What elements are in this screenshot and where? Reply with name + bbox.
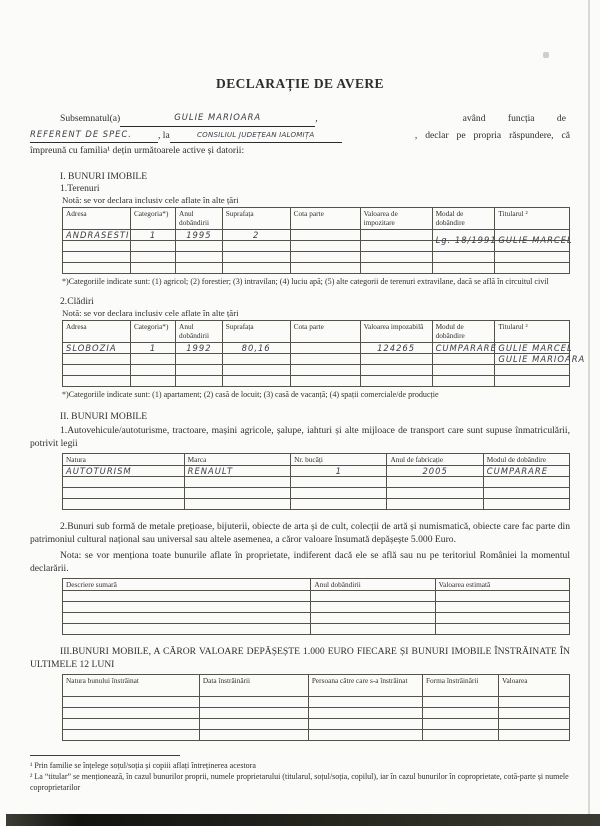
table-cell xyxy=(63,376,131,387)
column-header: Marca xyxy=(184,454,290,466)
handwritten-entry: 2 xyxy=(252,229,260,240)
column-header: Titularul ² xyxy=(495,321,570,343)
handwritten-entry: 1 xyxy=(149,343,157,353)
column-header: Anul dobândirii xyxy=(176,321,223,343)
table-cell xyxy=(432,365,495,376)
cladiri-note: Notă: se vor declara inclusiv cele aflate în alte țări xyxy=(62,308,239,318)
table-cell xyxy=(498,730,569,741)
handwritten-entry: 1 xyxy=(335,466,342,476)
cladiri-footnote: *)Categoriile indicate sunt: (1) apartament; (2) casă de locuit; (3) casă de vacanță; (4) spații comerciale/de producție xyxy=(62,390,439,399)
handwritten-entry: 1 xyxy=(149,229,157,240)
table-cell xyxy=(176,354,223,365)
table-cell xyxy=(360,262,432,273)
table-cell xyxy=(63,466,185,477)
column-header: Adresa xyxy=(63,321,131,343)
table-cell xyxy=(63,477,185,488)
table-cell xyxy=(432,343,495,354)
table-cell xyxy=(290,262,360,273)
function-handwriting: REFERENT DE SPEC. xyxy=(30,128,132,139)
table-cell xyxy=(422,708,498,719)
table-cell xyxy=(360,376,432,387)
terenuri-table xyxy=(62,207,573,274)
table-row xyxy=(63,229,570,240)
table-cell xyxy=(130,365,175,376)
header-row xyxy=(63,207,570,229)
table-cell xyxy=(360,365,432,376)
table-row xyxy=(63,697,570,708)
scan-edge-line xyxy=(588,0,590,826)
instrainate-table xyxy=(62,674,570,741)
table-cell xyxy=(63,343,131,354)
table-row xyxy=(63,602,570,613)
handwritten-entry: 1992 xyxy=(186,343,212,353)
table-cell xyxy=(308,697,422,708)
table-row xyxy=(63,343,570,354)
table-cell xyxy=(222,229,290,240)
table-cell xyxy=(63,488,185,499)
table-cell xyxy=(290,229,360,240)
intro-subsemnatul: Subsemnatul(a) xyxy=(60,113,121,124)
table-cell xyxy=(432,376,495,387)
table-cell xyxy=(63,730,200,741)
table-cell xyxy=(308,708,422,719)
table-cell xyxy=(483,488,569,499)
table-row xyxy=(63,624,570,635)
intro-la: , la xyxy=(158,129,170,141)
table-cell xyxy=(432,229,497,245)
handwritten-entry: GULIE MARCEL xyxy=(498,234,573,245)
table-cell xyxy=(311,602,435,613)
column-header: Titularul ² xyxy=(495,207,570,229)
column-header: Persoana către care s-a înstrăinat xyxy=(308,675,422,697)
handwritten-entry: 80,16 xyxy=(241,343,271,353)
column-header: Valoarea xyxy=(498,675,569,697)
table-cell xyxy=(495,343,573,354)
table-cell xyxy=(498,719,569,730)
header-row xyxy=(63,579,570,591)
table-row xyxy=(63,613,570,624)
declarant-name-field xyxy=(120,110,318,127)
institution-field xyxy=(170,127,342,144)
table-row xyxy=(63,365,570,376)
table-cell xyxy=(184,488,290,499)
table-cell xyxy=(360,240,432,251)
vehicles-intro: 1.Autovehicule/autoturisme, tractoare, mașini agricole, șalupe, iahturi și alte mijloace de transport care sunt supuse înmatriculării, potrivit legii xyxy=(30,425,570,449)
table-cell xyxy=(308,730,422,741)
column-header: Valoarea de impozitare xyxy=(360,207,432,229)
document-title: DECLARAȚIE DE AVERE xyxy=(216,76,384,91)
document-content xyxy=(30,76,586,793)
section-2-heading: II. BUNURI MOBILE xyxy=(60,411,148,422)
table-cell xyxy=(498,708,569,719)
table-cell xyxy=(495,229,573,245)
table-cell xyxy=(495,251,570,262)
table-cell xyxy=(63,229,131,240)
table-cell xyxy=(63,251,131,262)
metals-intro: 2.Bunuri sub formă de metale prețioase, bijuterii, obiecte de arta și de cult, colecții de artă și numismatică, obiecte care fac parte din patrimoniul cultural național sau universal sau altele asemenea, a căror valoare însumată depășește 5.000 Euro. xyxy=(30,521,570,545)
column-header: Anul de fabricație xyxy=(387,454,483,466)
table-cell xyxy=(199,730,308,741)
table-cell xyxy=(308,719,422,730)
table-cell xyxy=(483,466,569,477)
column-header: Forma înstrăinării xyxy=(422,675,498,697)
intro-avand: având funcția de xyxy=(462,113,566,124)
table-cell xyxy=(222,343,290,354)
table-cell xyxy=(483,499,569,510)
table-cell xyxy=(222,365,290,376)
column-header: Modul de dobândire xyxy=(483,454,569,466)
table-row xyxy=(63,719,570,730)
table-cell xyxy=(130,262,175,273)
table-cell xyxy=(176,262,223,273)
footnote-2: ² La “titular” se menționează, în cazul bunurilor proprii, numele proprietarului (titularul, soțul/soția, copilul), iar în cazul bunurilor în coproprietate, cotă-parte și numele coproprietarilor xyxy=(30,772,569,792)
terenuri-footnote: *)Categoriile indicate sunt: (1) agricol; (2) forestier; (3) intravilan; (4) luciu apă; (5) alte categorii de terenuri extravilane, dacă se află în circuitul civil xyxy=(62,276,549,286)
header-row xyxy=(63,454,570,466)
column-header: Cota parte xyxy=(290,321,360,343)
cladiri-table xyxy=(62,320,586,387)
table-cell xyxy=(130,240,175,251)
table-cell xyxy=(63,613,311,624)
table-cell xyxy=(360,343,432,354)
table-cell xyxy=(63,499,185,510)
table-row xyxy=(63,591,570,602)
column-header: Categoria*) xyxy=(130,321,175,343)
column-header: Natura xyxy=(63,454,185,466)
table-cell xyxy=(130,343,175,354)
terenuri-note: Notă: se vor declara inclusiv cele aflate în alte țări xyxy=(62,194,239,205)
handwritten-entry: GULIE MARCEL xyxy=(498,343,573,353)
table-cell xyxy=(311,591,435,602)
institution-handwriting: CONSILIUL JUDEȚEAN IALOMIȚA xyxy=(197,129,315,139)
table-cell xyxy=(291,477,387,488)
column-header: Cota parte xyxy=(290,207,360,229)
intro-declar: , declar pe propria răspundere, că xyxy=(414,129,570,141)
table-cell xyxy=(435,624,569,635)
table-cell xyxy=(360,251,432,262)
handwritten-entry: Lg. 18/1991 xyxy=(435,234,497,245)
column-header: Data înstrăinării xyxy=(199,675,308,697)
table-cell xyxy=(435,591,569,602)
table-row xyxy=(63,376,570,387)
handwritten-entry: CUMPARARE xyxy=(435,343,497,353)
table-cell xyxy=(184,466,290,477)
table-row xyxy=(63,499,570,510)
table-cell xyxy=(130,251,175,262)
table-cell xyxy=(63,365,131,376)
table-cell xyxy=(291,466,387,477)
header-row xyxy=(63,321,570,343)
table-cell xyxy=(422,697,498,708)
table-cell xyxy=(222,262,290,273)
column-header: Anul dobândirii xyxy=(311,579,435,591)
table-cell xyxy=(291,499,387,510)
table-row xyxy=(63,262,570,273)
table-cell xyxy=(63,262,131,273)
table-cell xyxy=(432,251,495,262)
table-cell xyxy=(222,354,290,365)
table-cell xyxy=(422,719,498,730)
table-cell xyxy=(63,624,311,635)
table-cell xyxy=(176,343,223,354)
terenuri-subheading: 1.Terenuri xyxy=(60,182,100,194)
table-cell xyxy=(311,624,435,635)
table-cell xyxy=(63,697,200,708)
table-cell xyxy=(222,376,290,387)
handwritten-entry: CUMPARARE xyxy=(486,466,549,476)
table-cell xyxy=(495,365,570,376)
table-cell xyxy=(498,697,569,708)
handwritten-entry: RENAULT xyxy=(187,466,234,476)
function-field xyxy=(30,127,158,144)
table-cell xyxy=(290,240,360,251)
column-header: Suprafața xyxy=(222,321,290,343)
header-row xyxy=(63,675,570,697)
intro-line-1 xyxy=(30,110,570,127)
table-cell xyxy=(63,354,131,365)
table-cell xyxy=(176,251,223,262)
column-header: Valoarea impozabilă xyxy=(360,321,432,343)
table-cell xyxy=(63,240,131,251)
table-row xyxy=(63,251,570,262)
table-cell xyxy=(63,719,200,730)
table-cell xyxy=(184,477,290,488)
table-cell xyxy=(387,488,483,499)
table-cell xyxy=(290,251,360,262)
table-row xyxy=(63,466,570,477)
table-cell xyxy=(387,466,483,477)
table-cell xyxy=(222,251,290,262)
table-cell xyxy=(290,365,360,376)
table-cell xyxy=(222,240,290,251)
column-header: Suprafața xyxy=(222,207,290,229)
table-cell xyxy=(435,602,569,613)
table-cell xyxy=(176,376,223,387)
table-cell xyxy=(130,376,175,387)
footnote-divider xyxy=(30,755,180,756)
table-cell xyxy=(387,499,483,510)
table-cell xyxy=(360,354,432,365)
column-header: Natura bunului înstrăinat xyxy=(63,675,200,697)
table-cell xyxy=(291,488,387,499)
column-header: Descriere sumară xyxy=(63,579,311,591)
column-header: Modul de dobândire xyxy=(432,321,495,343)
handwritten-entry: SLOBOZIA xyxy=(66,343,117,353)
table-cell xyxy=(311,613,435,624)
table-cell xyxy=(435,613,569,624)
column-header: Adresa xyxy=(63,207,131,229)
table-cell xyxy=(432,354,495,365)
table-cell xyxy=(290,354,360,365)
table-row xyxy=(63,708,570,719)
table-row xyxy=(63,354,570,365)
scan-bottom-edge xyxy=(6,814,600,826)
table-cell xyxy=(63,602,311,613)
table-cell xyxy=(483,477,569,488)
table-cell xyxy=(387,477,483,488)
cladiri-subheading: 2.Clădiri xyxy=(60,296,94,307)
table-cell xyxy=(495,262,570,273)
table-cell xyxy=(495,354,586,365)
handwritten-entry: ANDRASESTI xyxy=(66,229,130,240)
table-cell xyxy=(199,697,308,708)
intro-line-2 xyxy=(30,127,570,144)
table-cell xyxy=(63,591,311,602)
declarant-name-handwriting: GULIE MARIOARA xyxy=(174,112,262,122)
table-cell xyxy=(199,708,308,719)
column-header: Valoarea estimată xyxy=(435,579,569,591)
intro-line-3: împreună cu familia¹ dețin următoarele active și datorii: xyxy=(30,145,245,156)
handwritten-entry: 124265 xyxy=(377,343,416,353)
handwritten-entry: GULIE MARIOARA xyxy=(498,354,586,364)
table-cell xyxy=(290,376,360,387)
table-cell xyxy=(432,262,495,273)
column-header: Nr. bucăți xyxy=(291,454,387,466)
table-cell xyxy=(422,730,498,741)
table-cell xyxy=(176,240,223,251)
metals-table xyxy=(62,578,570,635)
table-cell xyxy=(290,343,360,354)
table-row xyxy=(63,730,570,741)
table-cell xyxy=(199,719,308,730)
spacer-block xyxy=(30,510,570,514)
column-header: Anul dobândirii xyxy=(176,207,223,229)
table-cell xyxy=(176,365,223,376)
table-cell xyxy=(130,229,175,240)
handwritten-entry: 2005 xyxy=(422,466,448,476)
intro-comma: , xyxy=(315,113,318,124)
column-header: Modal de dobândire xyxy=(432,207,495,229)
handwritten-entry: 1995 xyxy=(186,229,212,240)
table-row xyxy=(63,477,570,488)
footnote-1: ¹ Prin familie se înțelege soțul/soția și copiii aflați întreținerea acestora xyxy=(30,761,256,770)
table-cell xyxy=(184,499,290,510)
handwritten-entry: AUTOTURISM xyxy=(66,466,132,476)
table-cell xyxy=(176,229,223,240)
column-header: Categoria*) xyxy=(130,207,175,229)
table-cell xyxy=(495,376,570,387)
scan-speck xyxy=(543,52,549,58)
metals-note: Nota: se vor menționa toate bunurile aflate în proprietate, indiferent dacă ele se află sau nu pe teritoriul României la momentul declarării. xyxy=(30,550,570,574)
table-cell xyxy=(360,229,432,240)
table-cell xyxy=(130,354,175,365)
section-3-heading: III.BUNURI MOBILE, A CĂROR VALOARE DEPĂȘEȘTE 1.000 EURO FIECARE ȘI BUNURI IMOBILE ÎNSTRĂINATE ÎN ULTIMELE 12 LUNI xyxy=(30,646,570,670)
table-row xyxy=(63,488,570,499)
section-1-heading: I. BUNURI IMOBILE xyxy=(60,170,148,182)
table-cell xyxy=(63,708,200,719)
vehicles-table xyxy=(62,453,570,510)
